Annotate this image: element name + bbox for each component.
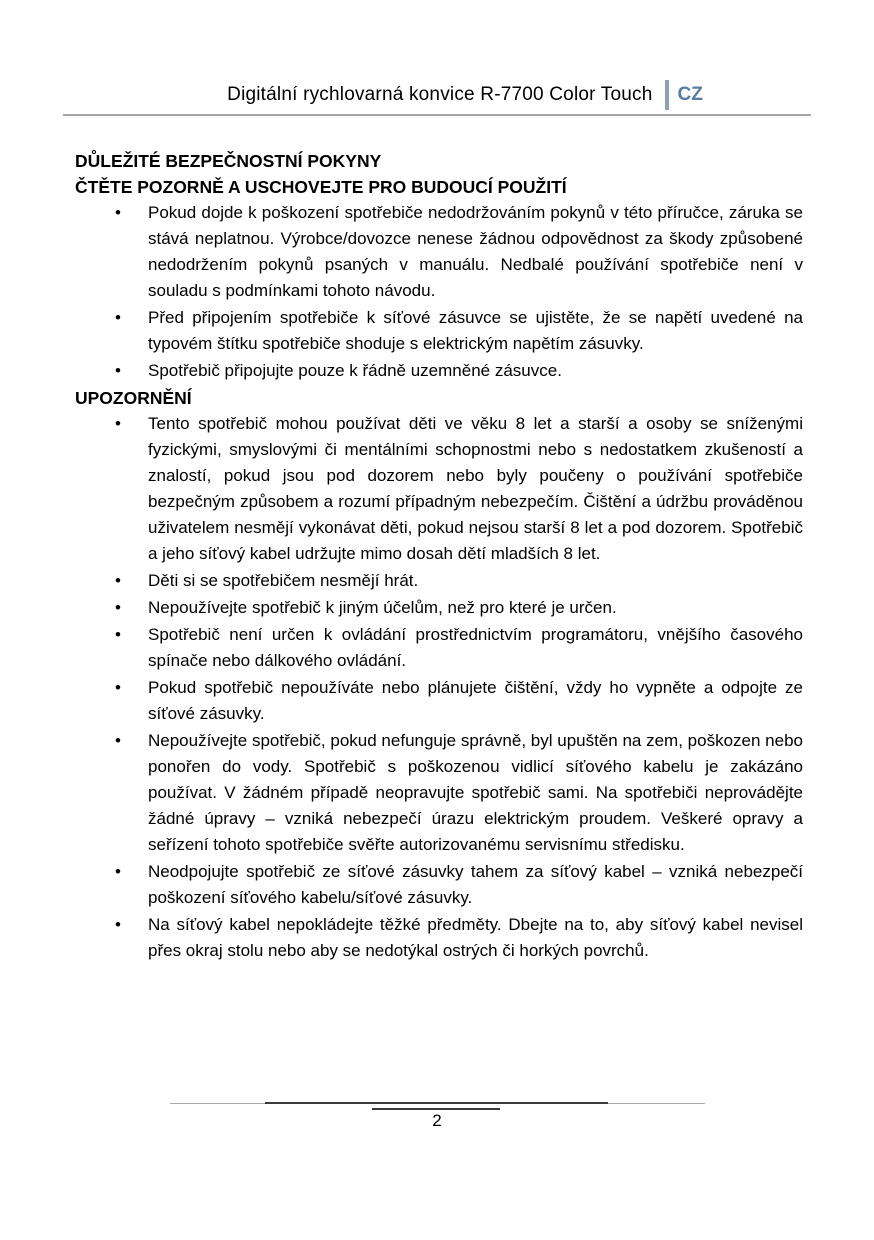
bullet-icon: • — [115, 203, 121, 222]
bullet-icon: • — [115, 678, 121, 697]
bullet-text: Neodpojujte spotřebič ze síťové zásuvky tahem za síťový kabel – vzniká nebezpečí poškození síťového kabelu/síťové zásuvky. — [148, 862, 803, 907]
list-item — [75, 200, 803, 304]
bullet-text: Nepoužívejte spotřebič, pokud nefunguje správně, byl upuštěn na zem, poškozen nebo ponořen do vody. Spotřebič s poškozenou vidlicí síťového kabelu je zakázáno používat. V žádném případě neopravujte spotřebič sami. Na spotřebiči neprovádějte žádné úpravy – vzniká nebezpečí úrazu elektrickým proudem. Veškeré opravy a seřízení tohoto spotřebiče svěřte autorizovanému servisnímu středisku. — [148, 731, 803, 854]
page-number: 2 — [432, 1111, 442, 1130]
page-content — [75, 148, 803, 965]
bullet-list-safety — [75, 200, 803, 384]
bullet-text: Na síťový kabel nepokládejte těžké předměty. Dbejte na to, aby síťový kabel nevisel přes okraj stolu nebo aby se nedotýkal ostrých či horkých povrchů. — [148, 915, 803, 960]
section-heading-warning: UPOZORNĚNÍ — [75, 388, 192, 408]
bullet-text: Před připojením spotřebiče k síťové zásuvce se ujistěte, že se napětí uvedené na typovém štítku spotřebiče shoduje s elektrickým napětím zásuvky. — [148, 308, 803, 353]
bullet-icon: • — [115, 731, 121, 750]
bullet-text: Pokud spotřebič nepoužíváte nebo plánujete čištění, vždy ho vypněte a odpojte ze síťové zásuvky. — [148, 678, 803, 723]
list-item — [75, 675, 803, 727]
page-header — [0, 80, 874, 110]
bullet-icon: • — [115, 625, 121, 644]
bullet-icon: • — [115, 361, 121, 380]
section-heading-important-1: DŮLEŽITÉ BEZPEČNOSTNÍ POKYNY — [75, 151, 382, 171]
list-item — [75, 595, 803, 621]
list-item — [75, 305, 803, 357]
bullet-icon: • — [115, 308, 121, 327]
list-item — [75, 728, 803, 858]
list-item — [75, 859, 803, 911]
bullet-text: Tento spotřebič mohou používat děti ve věku 8 let a starší a osoby se sníženými fyzickými, smyslovými či mentálními schopnostmi nebo s nedostatkem zkušeností a znalostí, pokud jsou pod dozorem nebo byly poučeny o používání spotřebiče bezpečným způsobem a rozumí případným nebezpečím. Čištění a údržbu prováděnou uživatelem nesmějí vykonávat děti, pokud nejsou starší 8 let a pod dozorem. Spotřebič a jeho síťový kabel udržujte mimo dosah dětí mladších 8 let. — [148, 414, 803, 563]
header-rule — [63, 114, 811, 116]
document-title: Digitální rychlovarná konvice R-7700 Color Touch — [227, 84, 653, 105]
bullet-list-warning — [75, 411, 803, 964]
list-item — [75, 411, 803, 567]
section-heading-important-2: ČTĚTE POZORNĚ A USCHOVEJTE PRO BUDOUCÍ POUŽITÍ — [75, 177, 567, 197]
bullet-icon: • — [115, 915, 121, 934]
bullet-text: Pokud dojde k poškození spotřebiče nedodržováním pokynů v této příručce, záruka se stává neplatnou. Výrobce/dovozce nenese žádnou odpovědnost za škody způsobené nedodržením pokynů psaných v manuálu. Nedbalé používání spotřebiče není v souladu s podmínkami tohoto návodu. — [148, 203, 803, 300]
list-item — [75, 912, 803, 964]
list-item — [75, 358, 803, 384]
footer-rule-dark-segment — [265, 1102, 608, 1104]
bullet-text: Nepoužívejte spotřebič k jiným účelům, než pro které je určen. — [148, 598, 617, 617]
bullet-icon: • — [115, 862, 121, 881]
list-item — [75, 568, 803, 594]
bullet-icon: • — [115, 414, 121, 433]
header-separator-bar — [665, 80, 669, 110]
bullet-text: Děti si se spotřebičem nesmějí hrát. — [148, 571, 419, 590]
bullet-text: Spotřebič připojujte pouze k řádně uzemněné zásuvce. — [148, 361, 562, 380]
bullet-icon: • — [115, 571, 121, 590]
bullet-text: Spotřebič není určen k ovládání prostřednictvím programátoru, vnějšího časového spínače nebo dálkového ovládání. — [148, 625, 803, 670]
bullet-icon: • — [115, 598, 121, 617]
language-badge: CZ — [677, 84, 703, 105]
list-item — [75, 622, 803, 674]
